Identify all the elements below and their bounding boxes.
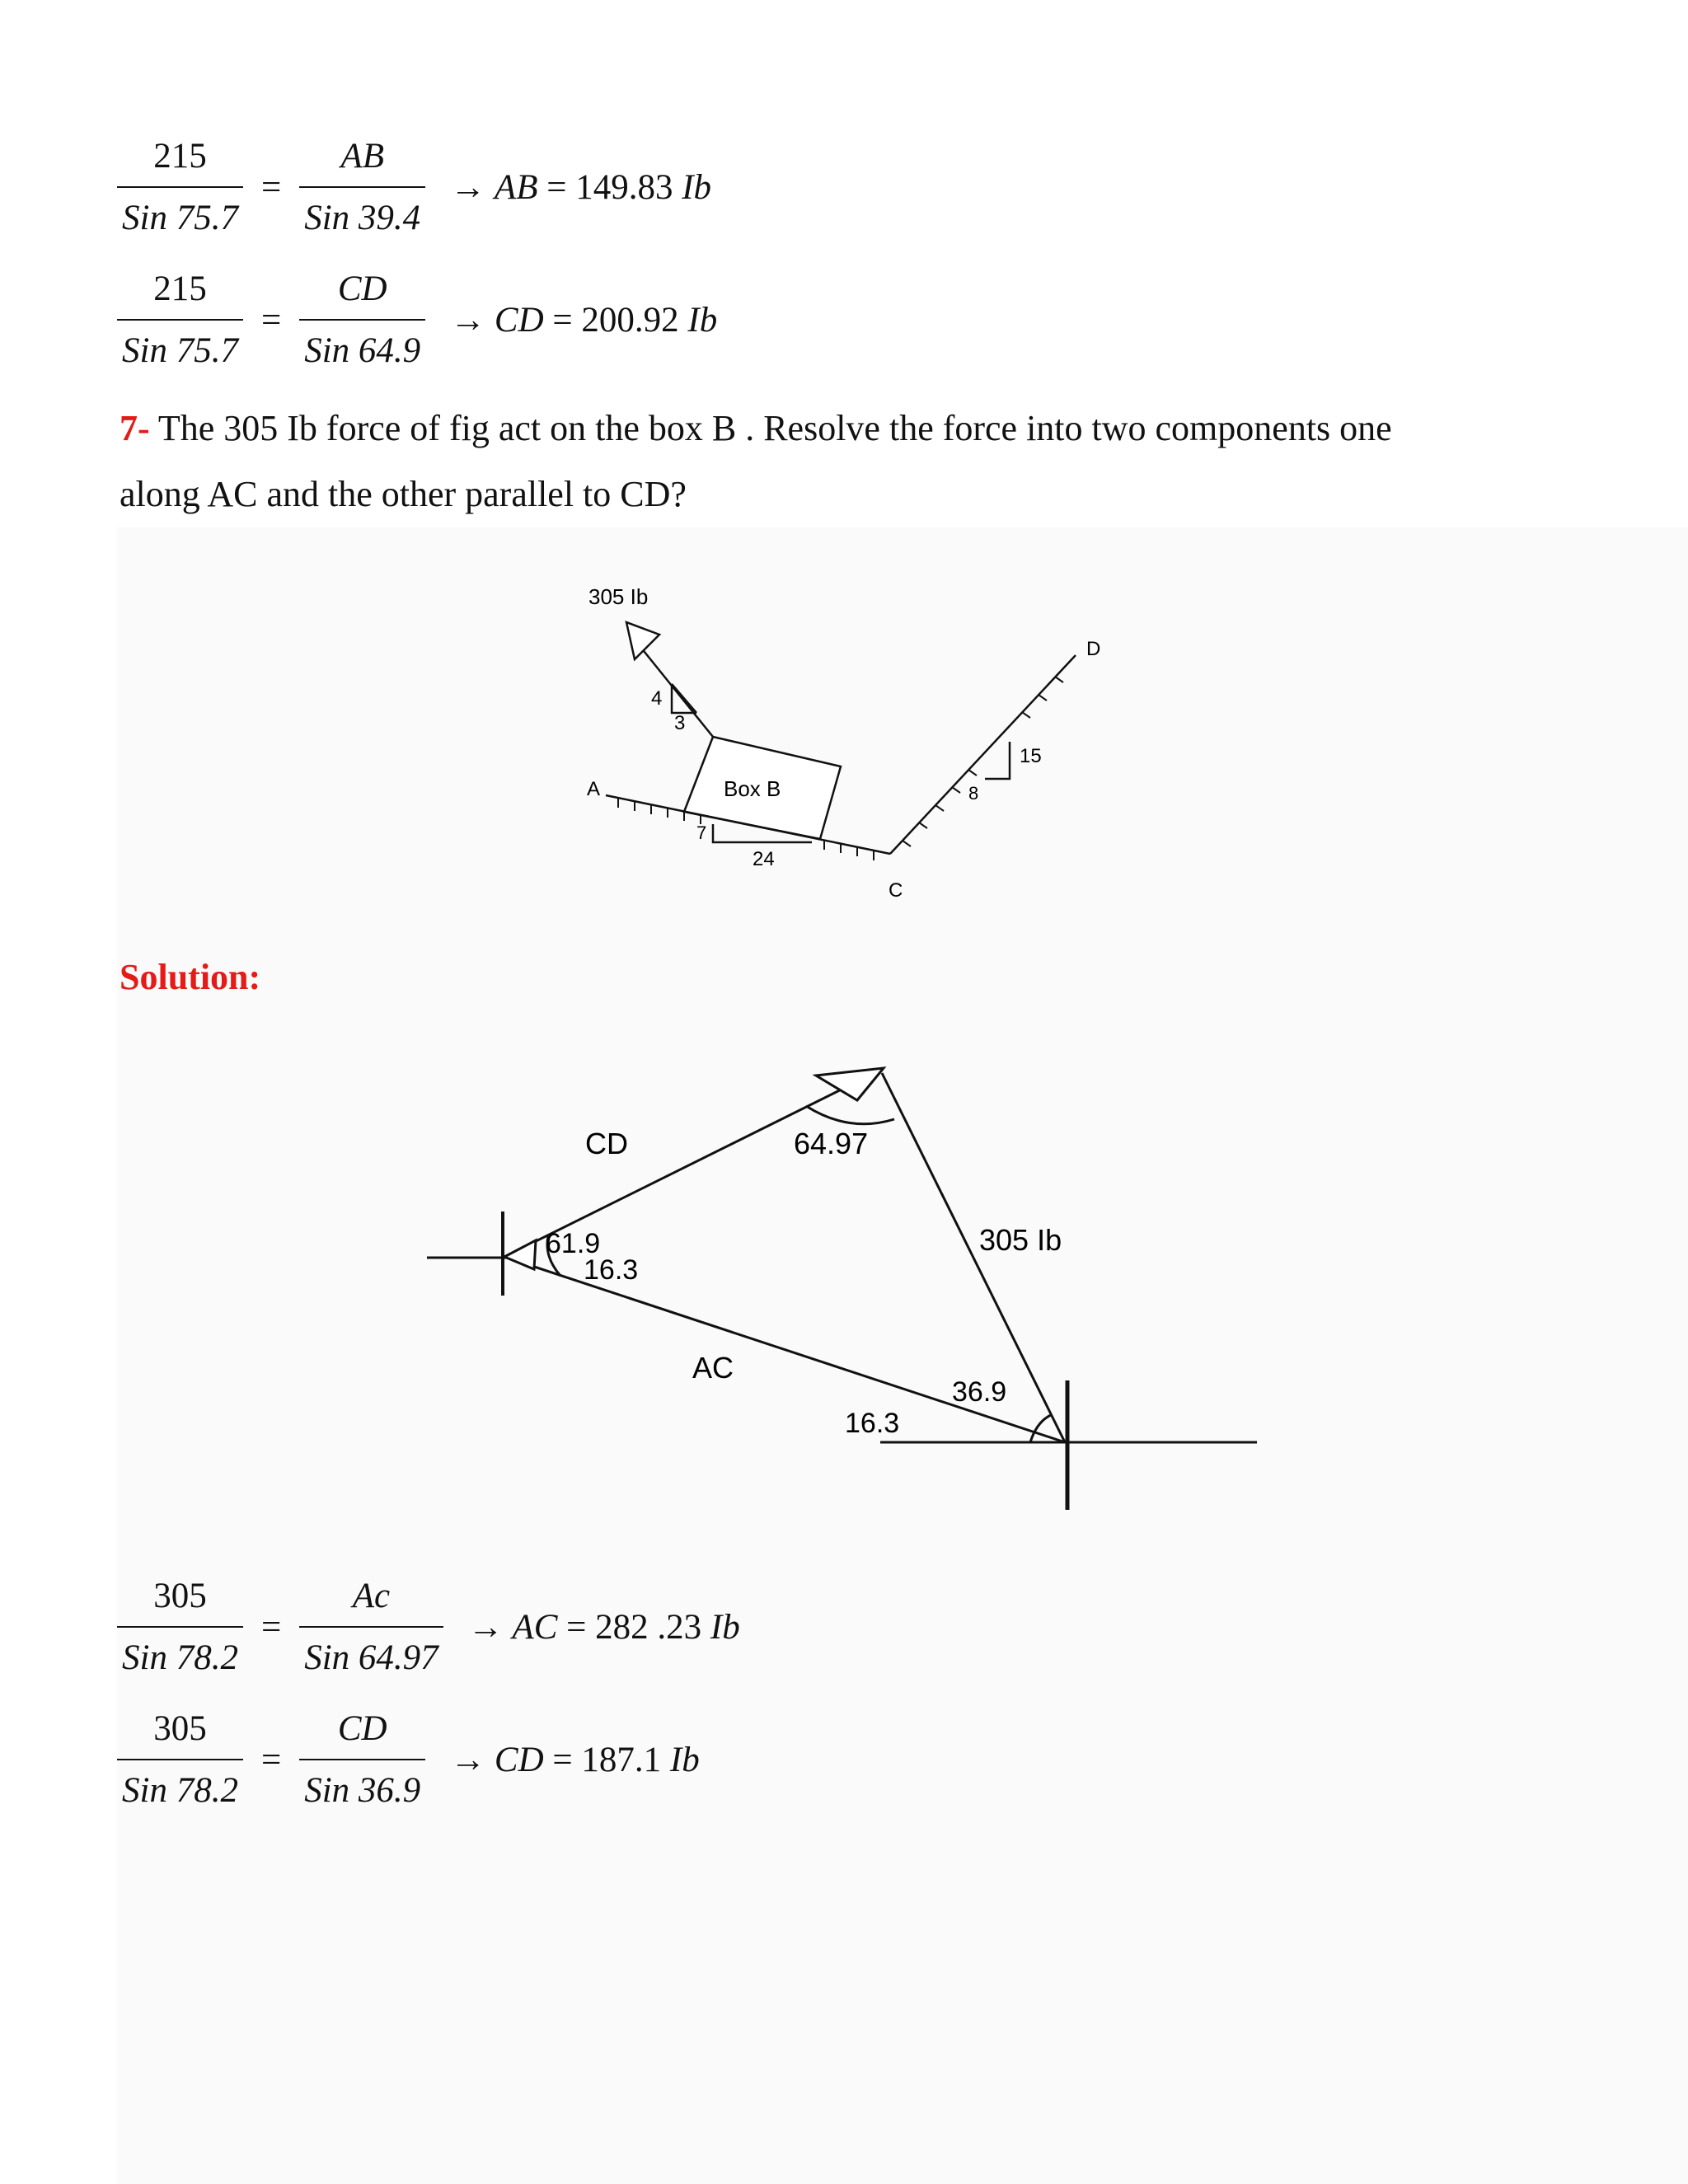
equation-result: → CD = 200.92 Ib	[450, 300, 718, 340]
point-c-label: C	[889, 879, 903, 902]
arc-top	[806, 1106, 894, 1124]
force-slope-4: 4	[651, 687, 663, 710]
problem-line-2: along AC and the other parallel to CD?	[120, 474, 687, 514]
fraction-left: $\frac{305}{\text{Sin 78.2}}$	[117, 1576, 243, 1678]
box-figure	[0, 0, 1688, 956]
solution-label: Solution:	[120, 957, 261, 997]
fraction-right: $\frac{CD}{\text{Sin 36.9}}$	[299, 1708, 425, 1811]
cd-slope-15: 15	[1020, 745, 1042, 767]
box-label: Box B	[724, 776, 781, 801]
angle-left-2: 16.3	[584, 1254, 639, 1286]
fraction-left: $\frac{215}{\text{Sin 75.7}}$	[117, 269, 243, 371]
surface-cd	[890, 655, 1076, 854]
triangle-arrowhead	[816, 1068, 884, 1100]
equation-result: → CD = 187.1 Ib	[450, 1740, 700, 1779]
label-force: 305 Ib	[979, 1223, 1062, 1257]
fraction-right: $\frac{AB}{\text{Sin 39.4}}$	[299, 136, 425, 238]
angle-top: 64.97	[794, 1127, 869, 1160]
cd-slope-8: 8	[968, 783, 979, 804]
point-a-label: A	[587, 778, 601, 800]
label-ac: AC	[692, 1351, 734, 1385]
problem-number: 7-	[120, 408, 150, 448]
angle-right-2: 16.3	[845, 1408, 900, 1439]
equation-result: → AB = 149.83 Ib	[450, 167, 712, 207]
force-label: 305 Ib	[588, 584, 649, 609]
fraction-right: $\frac{CD}{\text{Sin 64.9}}$	[299, 269, 425, 371]
fraction-left: $\frac{305}{\text{Sin 78.2}}$	[117, 1708, 243, 1811]
equation-cd-result: $\frac{305}{\text{Sin 78.2}}$ = $\frac{CD}{\text{Sin 36.9}}$ → CD = 187.1 Ib	[117, 1708, 700, 1811]
problem-line-1: The 305 Ib force of fig act on the box B . Resolve the force into two components one	[157, 408, 1392, 448]
fraction-left: $\frac{215}{\text{Sin 75.7}}$	[117, 136, 243, 238]
force-triangle-figure	[0, 1005, 1688, 1541]
equation-result: → AC = 282 .23 Ib	[467, 1607, 740, 1647]
force-arrowhead	[626, 622, 659, 659]
ac-slope-24: 24	[753, 848, 775, 870]
force-slope-3: 3	[674, 712, 686, 734]
angle-right-1: 36.9	[952, 1376, 1007, 1408]
equation-ac-result: $\frac{305}{\text{Sin 78.2}}$ = $\frac{Ac}{\text{Sin 64.97}}$ → AC = 282 .23 Ib	[117, 1576, 740, 1678]
point-d-label: D	[1086, 638, 1101, 660]
arc-right	[1030, 1415, 1051, 1442]
equation-cd: $\frac{215}{\text{Sin 75.7}}$ = $\frac{CD}{\text{Sin 64.9}}$ → CD = 200.92 Ib	[117, 269, 717, 371]
fraction-right: $\frac{Ac}{\text{Sin 64.97}}$	[299, 1576, 443, 1678]
angle-left-1: 61.9	[546, 1228, 601, 1259]
equation-ab: $\frac{215}{\text{Sin 75.7}}$ = $\frac{AB}{\text{Sin 39.4}}$ → AB = 149.83 Ib	[117, 136, 711, 238]
label-cd: CD	[585, 1127, 628, 1160]
ac-slope-7: 7	[696, 823, 707, 843]
